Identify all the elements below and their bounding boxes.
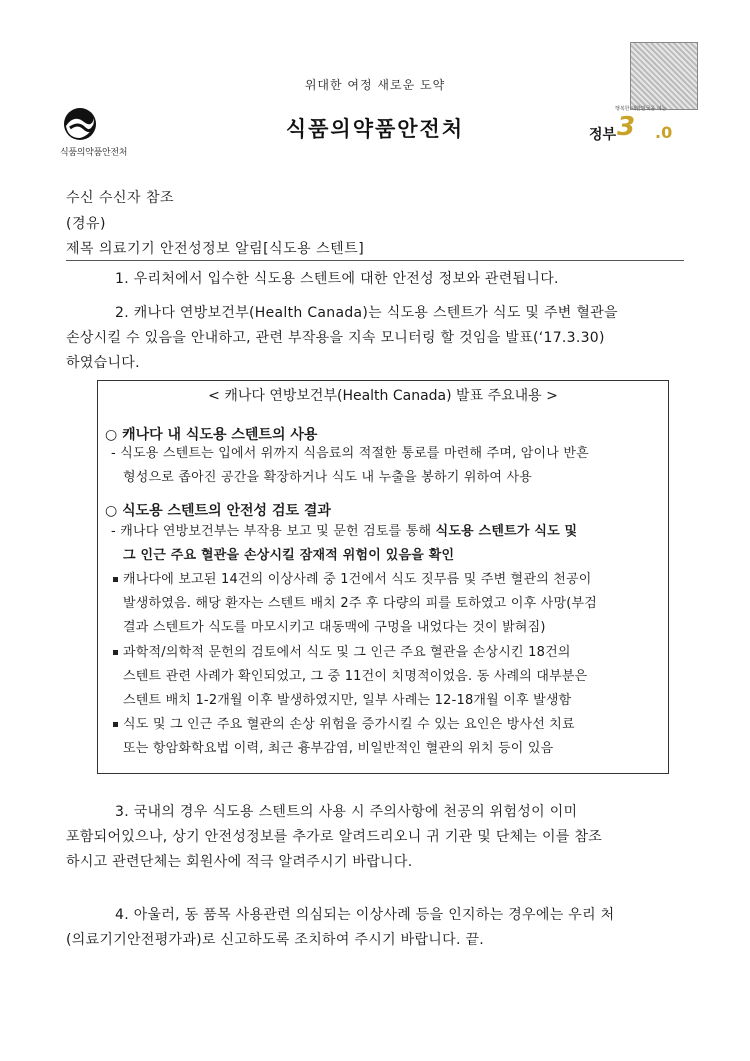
section-1-line-2: 형성으로 좁아진 공간을 확장하거나 식도 내 누출을 봉하기 위하여 사용: [123, 470, 532, 485]
paragraph-2-line-2: 손상시킬 수 있음을 안내하고, 관련 부작용을 지속 모니터링 할 것임을 발표(‘17.3.30): [66, 330, 605, 346]
section-2-line-2: 그 인근 주요 혈관을 손상시킬 잠재적 위험이 있음을 확인: [123, 548, 455, 563]
bullet-3-line-1: 식도 및 그 인근 주요 혈관의 손상 위험을 증가시킬 수 있는 요인은 방사선 치료: [123, 717, 575, 732]
bullet-1-line-3: 결과 스텐트가 식도를 마모시키고 대동맥에 구멍을 내었다는 것이 밝혀짐): [123, 620, 546, 635]
subject-line: 제목 의료기기 안전성정보 알림[식도용 스텐트]: [66, 241, 365, 257]
paragraph-1: 1. 우리처에서 입수한 식도용 스텐트에 대한 안전성 정보와 관련됩니다.: [115, 271, 559, 287]
bullet-square-icon: [113, 722, 118, 727]
bullet-3-line-2: 또는 항암화학요법 이력, 최근 흉부감염, 비일반적인 혈관의 위치 등이 있음: [123, 741, 554, 756]
paragraph-4-line-1: 4. 아울러, 동 품목 사용관련 의심되는 이상사례 등을 인지하는 경우에는 우리 처: [115, 907, 615, 923]
bullet-2-line-3: 스텐트 배치 1-2개월 이후 발생하였지만, 일부 사례는 12-18개월 이후 발생함: [123, 693, 572, 708]
paragraph-3-line-3: 하시고 관련단체는 회원사에 적극 알려주시기 바랍니다.: [66, 854, 413, 870]
qr-code: [630, 42, 698, 110]
via-line: (경유): [66, 216, 106, 232]
paragraph-2-line-1: 2. 캐나다 연방보건부(Health Canada)는 식도용 스텐트가 식도 및 주변 혈관을: [115, 305, 618, 321]
section-2-line-1: [111, 520, 577, 544]
subject-divider: [66, 260, 684, 261]
bullet-2-line-1: 과학적/의학적 문헌의 검토에서 식도 및 그 인근 주요 혈관을 손상시킨 18건의: [123, 645, 571, 660]
logo-caption: 식품의약품안전처: [60, 148, 128, 158]
bullet-2: [113, 641, 571, 665]
section-2-line-1-text: - 캐나다 연방보건부는 부작용 보고 및 문헌 검토를 통해: [111, 524, 436, 539]
slogan: 위대한 여정 새로운 도약: [304, 78, 446, 92]
recipient-line: 수신 수신자 참조: [66, 190, 175, 206]
paragraph-4-line-2: (의료기기안전평가과)로 신고하도록 조치하여 주시기 바랍니다. 끝.: [66, 932, 485, 948]
gov-slogan-small: 행복한 대한민국을 여는: [615, 106, 667, 112]
gov-number: 3: [617, 112, 636, 142]
bullet-square-icon: [113, 577, 118, 582]
bullet-2-line-2: 스텐트 관련 사례가 확인되었고, 그 중 11건이 치명적이었음. 동 사례의 대부분은: [123, 669, 588, 684]
bullet-square-icon: [113, 650, 118, 655]
section-1-line-1: - 식도용 스텐트는 입에서 위까지 식음료의 적절한 통로를 마련해 주며, 암이나 반흔: [111, 446, 589, 461]
bullet-1-line-1: 캐나다에 보고된 14건의 이상사례 중 1건에서 식도 짓무름 및 주변 혈관의 천공이: [123, 572, 592, 587]
bullet-3: [113, 713, 575, 737]
gov-word: 정부: [589, 127, 617, 143]
summary-box-title: < 캐나다 연방보건부(Health Canada) 발표 주요내용 >: [208, 388, 558, 404]
section-2-heading: ○ 식도용 스텐트의 안전성 검토 결과: [105, 503, 331, 519]
section-1-heading: ○ 캐나다 내 식도용 스텐트의 사용: [105, 427, 318, 443]
gov-decimal: .0: [655, 123, 673, 142]
page-title: 식품의약품안전처: [285, 117, 465, 141]
bullet-1: [113, 568, 592, 592]
bullet-1-line-2: 발생하였음. 해당 환자는 스텐트 배치 2주 후 다량의 피를 토하였고 이후 사망(부검: [123, 596, 597, 611]
paragraph-2-line-3: 하였습니다.: [66, 355, 140, 371]
paragraph-3-line-2: 포함되어있으나, 상기 안전성정보를 추가로 알려드리오니 귀 기관 및 단체는 이를 참조: [66, 829, 603, 845]
section-2-line-1-emphasis: 식도용 스텐트가 식도 및: [435, 524, 578, 539]
paragraph-3-line-1: 3. 국내의 경우 식도용 스텐트의 사용 시 주의사항에 천공의 위험성이 이미: [115, 804, 578, 820]
